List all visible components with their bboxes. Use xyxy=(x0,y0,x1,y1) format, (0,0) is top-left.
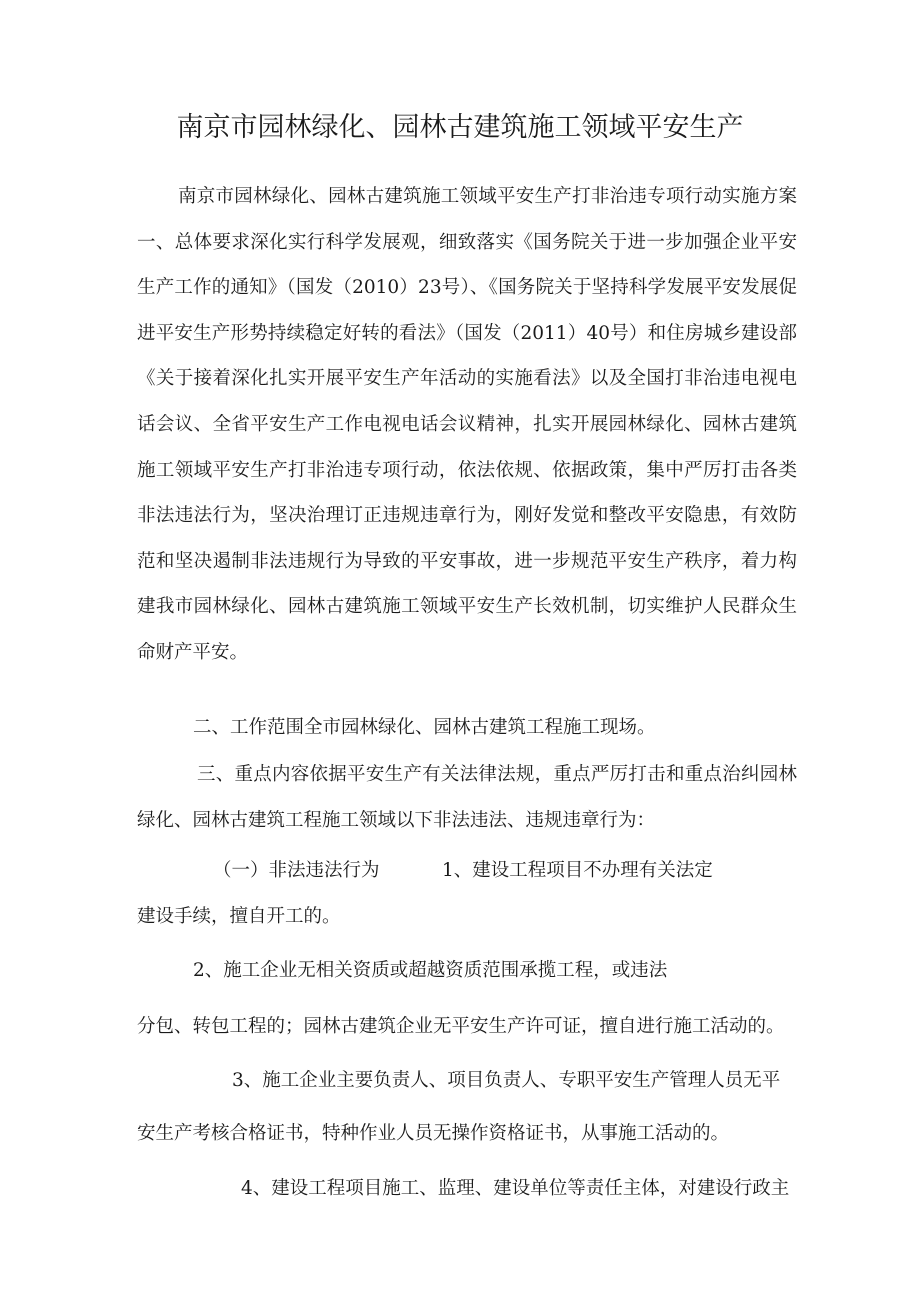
item1-start: 1、建设工程项目不办理有关法定 xyxy=(442,860,713,881)
section-one-heading: （一）非法违法行为 xyxy=(213,860,380,881)
item3-start: 3、施工企业主要负责人、项目负责人、专职平安生产管理人员无平 xyxy=(232,1070,781,1091)
focus-paragraph: 三、重点内容依据平安生产有关法律法规，重点严厉打击和重点治纠园林绿化、园林古建筑工程施工领域以下非法违法、违规违章行为： xyxy=(137,764,797,831)
intro-paragraph: 南京市园林绿化、园林古建筑施工领域平安生产打非治违专项行动实施方案一、总体要求深化实行科学发展观，细致落实《国务院关于进一步加强企业平安生产工作的通知》（国发（2010）23号）、《国务院关于坚持科学发展平安发展促进平安生产形势持续稳定好转的看法》（国发（2011）40号）和住房城乡建设部《关于接着深化扎实开展平安生产年活动的实施看法》以及全国打非治违电视电话会议、全省平安生产工作电视电话会议精神，扎实开展园林绿化、园林古建筑施工领域平安生产打非治违专项行动，依法依规、依据政策，集中严厉打击各类非法违法行为，坚决治理订正违规违章行为，刚好发觉和整改平安隐患，有效防范和坚决遏制非法违规行为导致的平安事故，进一步规范平安生产秩序，着力构建我市园林绿化、园林古建筑施工领域平安生产长效机制，切实维护人民群众生命财产平安。 xyxy=(137,186,797,663)
item2-start: 2、施工企业无相关资质或超越资质范围承揽工程，或违法 xyxy=(193,960,668,981)
item1-end: 建设手续，擅自开工的。 xyxy=(137,906,341,927)
document-title: 南京市园林绿化、园林古建筑施工领域平安生产 xyxy=(176,112,744,143)
item3-end: 安生产考核合格证书，特种作业人员无操作资格证书，从事施工活动的。 xyxy=(137,1123,730,1144)
item2-end: 分包、转包工程的；园林古建筑企业无平安生产许可证，擅自进行施工活动的。 xyxy=(137,1016,785,1037)
scope-paragraph: 二、工作范围全市园林绿化、园林古建筑工程施工现场。 xyxy=(193,717,656,738)
item4-start: 4、建设工程项目施工、监理、建设单位等责任主体，对建设行政主 xyxy=(241,1178,790,1199)
